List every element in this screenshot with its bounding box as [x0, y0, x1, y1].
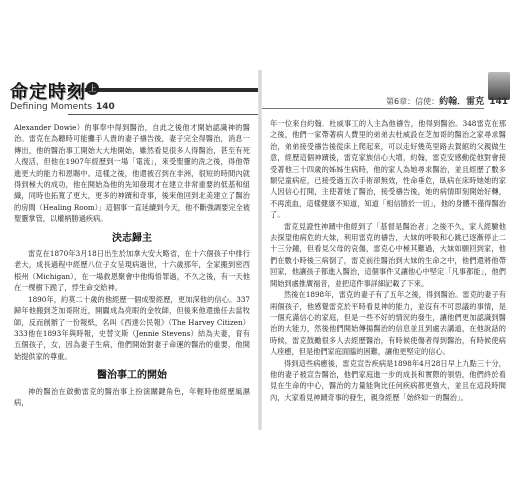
running-header-chapter: 第6章：信使： [386, 97, 440, 106]
volume-badge: 上 [86, 82, 99, 95]
chapter-banner [6, 76, 258, 120]
right-paragraph: 然後在1898年，雷克的妻子有了五年之後，得到醫治。雷克的妻子有兩個孩子，他感覺雷克於平時看見神的能力，並沒有不可思議的事情，是一個充滿信心的家庭，但是一些不好的情況的發生，讓他們更加認識到醫治的大能力，然後他們開始傳揚醫治的信息並且到處去講道，在他說話的時候，雷克鼓勵很多人去經歷醫治，有時候使傷者得到醫治，有時候使病人痊癒，但是他們家庭面臨的困難，讓他更堅定的信心。 [270, 290, 506, 357]
left-paragraph: Alexander Dowie）的事奉中得到醫治，自此之後他才開始認識神的醫治。雷克在為聽時可能攤手人貴的妻子禱告後，妻子完全得醫治，消息一傳出，他的醫治事工開始大大地開始，雖然看見很多人得醫治，甚至有死人復活，但他在1907年經歷到一場「電流」，來受聖靈的洗之後，得他帶進更大的能力和恩賜中。這樣之後，他還被召到在非洲，很短的時間內就得到極大的成功，他在開始為他的先知發現才在建立非常重要的低基和組織，同時也拓寬了更大，更多的神蹟和奇事，後來他回到北美建立了醫治的房間（Healing Room）」這個事一直延續到今天，他不斷強調要完全被聖靈掌管，以權柄勝過疾病。 [14, 123, 250, 224]
book-title: 命定時刻 [10, 82, 86, 103]
section-heading-conversion: 決志歸主 [112, 232, 152, 244]
section-heading-healing-ministry: 醫治事工的開始 [97, 370, 167, 382]
right-paragraph: 雷克見證性神蹟中他經到了「基督是醫治者」之後不久，家人經驗他去探望他病危的大妹，利用雷克的禱告，大妹的呼吸和心跳已逐漸停止二十三分鐘，但看見父母的哀傷，雷克心中極其難過，大妹如願回到家，他們在數小時後三病倒了，雷克前往醫治到大妹的生命之中，他們還將他帶回家，他讓孩子都進入醫治，這個事件又讓他心中堅定「凡事都能」，他們開始到處推廣福音，並把這件事詳細記載了下來。 [270, 221, 506, 288]
left-body-text [14, 122, 250, 408]
right-paragraph: 年一位來自約翰．杜威事工的人主為他禱告，他得到醫治。348雷克在那之後，他們一家帶著病人費里的弟弟去杜威設在芝加哥的醫治之家尋求醫治，弟弟接受禱告後從床上爬起來，可以走好幾英里路去賀館的父親做生意，經歷這個神蹟後，雷克家族信心大增，約翰，雷克安感動從他對會接受著他三十四歲的姊姊生病時，他的家人為她尋求醫治，並且經歷了數多類兒童病症，已接受過五次手術卻無效，性命垂危，臥病在床時她她的家人因信心打開，主使著她了醫治，接受禱告後，她的病情即刻開始好轉，不再流血，這樣健康不知道，知道「相信勝於一切」，他的身體不僅得醫治了。 [270, 119, 506, 220]
right-page [262, 70, 514, 430]
header-rule [262, 108, 484, 109]
left-page-number: 140 [96, 102, 115, 112]
running-header [386, 94, 508, 107]
left-paragraph: 1890年，約莫二十歲的他經歷一個成聖經歷，更加深他的信心。337歸年他搬到芝加哥附近，開闢成為亮眼的金牧師，但後來他還擔任去當牧師，反而創辦了一份報紙，名叫《西達公民報》（The Harvey Citizen）333他在1893年與時報，史替文斯（Jennie Stevens）結為夫妻，育有五個孩子，女，因為妻子生病，他們開始對妻子命運的醫治的重要，他開始提供家的尊重。 [14, 294, 250, 361]
banner-thin-rule [68, 114, 258, 115]
running-header-name: 約翰．雷克 [439, 97, 485, 107]
book-spread [6, 70, 514, 430]
right-body-text [270, 118, 506, 403]
left-paragraph: 雷克在1870年3月18日出生於加拿大安大略省，在十六個孩子中排行老大，成長過程中經歷八位子女呈現病過世，十六歲那年，全家搬到密西根州（Michigan），在一場救恩聚會中他悔悟罪過，不久之後，有一天他在一棵樹下跪了，悖生命交給神。 [14, 249, 250, 293]
right-page-number: 141 [489, 97, 508, 107]
left-paragraph: 神的醫治在啟動雷克的醫治事上扮演關鍵角色，年輕時他經歷風濕病， [14, 386, 250, 407]
right-paragraph: 得到這些病癒後，雷克宣告疾病是1898年4月28日早上九點三十分，他的妻子被宣告醫治，他們家庭進一步的成長和實際的領悟，他們終於看見在生命的中心，醫治的力量能夠比任何疾病都更強大，並且在這段時間內，大家看見神蹟奇事的發生，親身經歷「始終如一的醫治」。 [270, 358, 506, 402]
book-subtitle: Defining Moments [10, 102, 93, 112]
left-page [6, 70, 258, 430]
